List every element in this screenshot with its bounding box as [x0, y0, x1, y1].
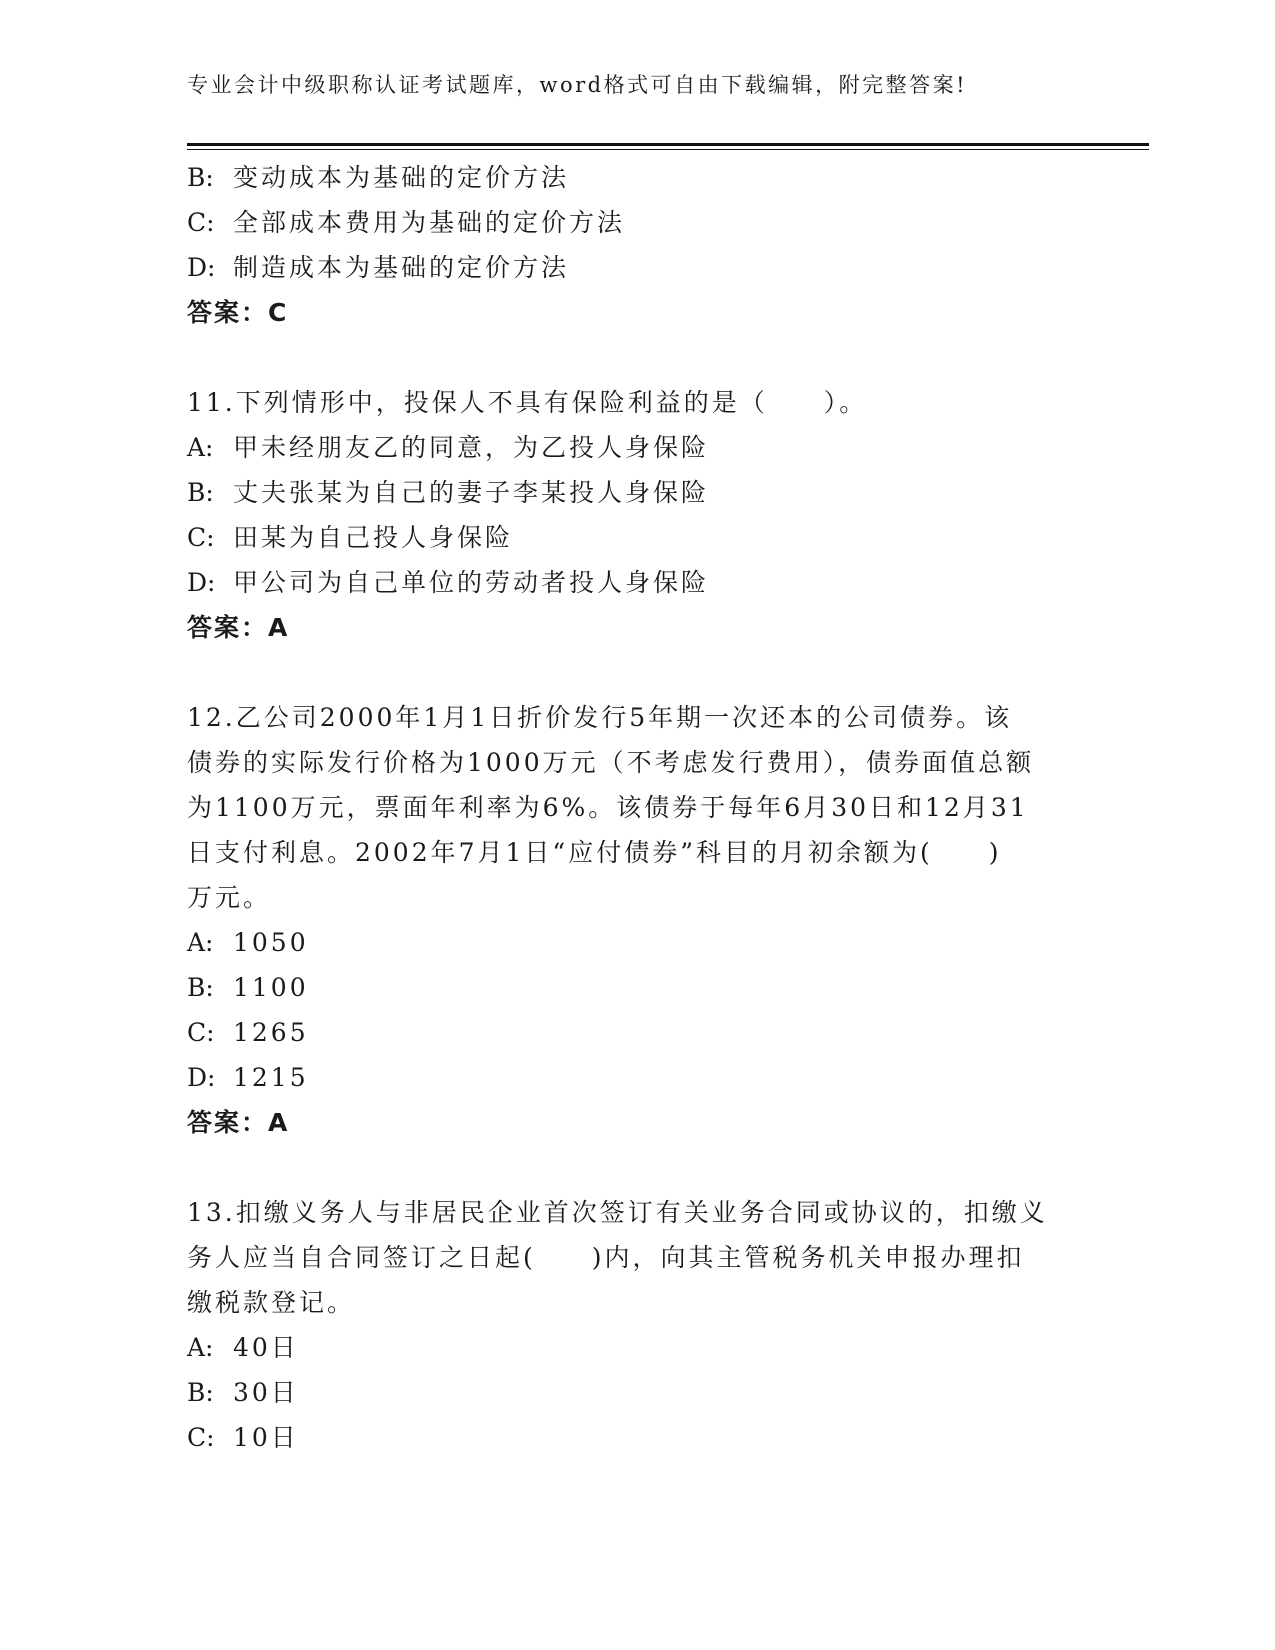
q12-option-a: A: 1050 [187, 928, 309, 957]
q12-stem-line: 为1100万元，票面年利率为6%。该债券于每年6月30日和12月31 [187, 793, 1029, 822]
q10-answer: 答案：C [187, 298, 289, 327]
q13-option-a: A: 40日 [187, 1333, 299, 1362]
q11-option-b: B: 丈夫张某为自己的妻子李某投人身保险 [187, 478, 710, 507]
q13-option-c: C: 10日 [187, 1423, 299, 1452]
q10-option-d: D: 制造成本为基础的定价方法 [187, 253, 570, 282]
q13-stem-line: 13.扣缴义务人与非居民企业首次签订有关业务合同或协议的，扣缴义 [187, 1198, 1048, 1227]
q12-option-c: C: 1265 [187, 1018, 309, 1047]
page-header: 专业会计中级职称认证考试题库，word格式可自由下载编辑，附完整答案! [187, 73, 968, 97]
q12-option-d: D: 1215 [187, 1063, 309, 1092]
q12-stem-line: 12.乙公司2000年1月1日折价发行5年期一次还本的公司债券。该 [187, 703, 1013, 732]
q11-stem: 11.下列情形中，投保人不具有保险利益的是（ ）。 [187, 388, 868, 417]
q11-option-a: A: 甲未经朋友乙的同意，为乙投人身保险 [187, 433, 710, 462]
q11-answer: 答案：A [187, 613, 290, 642]
q13-stem-line: 务人应当自合同签订之日起( )内，向其主管税务机关申报办理扣 [187, 1243, 1025, 1272]
header-rule-thick [187, 143, 1149, 146]
q12-answer: 答案：A [187, 1108, 290, 1137]
q12-stem-line: 债券的实际发行价格为1000万元（不考虑发行费用），债券面值总额 [187, 748, 1035, 777]
q12-stem-line: 日支付利息。2002年7月1日“应付债券”科目的月初余额为( ) [187, 838, 1002, 867]
q10-option-b: B: 变动成本为基础的定价方法 [187, 163, 570, 192]
q11-option-c: C: 田某为自己投人身保险 [187, 523, 514, 552]
q10-option-c: C: 全部成本费用为基础的定价方法 [187, 208, 626, 237]
q13-option-b: B: 30日 [187, 1378, 299, 1407]
header-rule-thin [187, 149, 1149, 150]
q13-stem-line: 缴税款登记。 [187, 1288, 356, 1317]
q12-stem-line: 万元。 [187, 883, 272, 912]
q11-option-d: D: 甲公司为自己单位的劳动者投人身保险 [187, 568, 710, 597]
q12-option-b: B: 1100 [187, 973, 309, 1002]
